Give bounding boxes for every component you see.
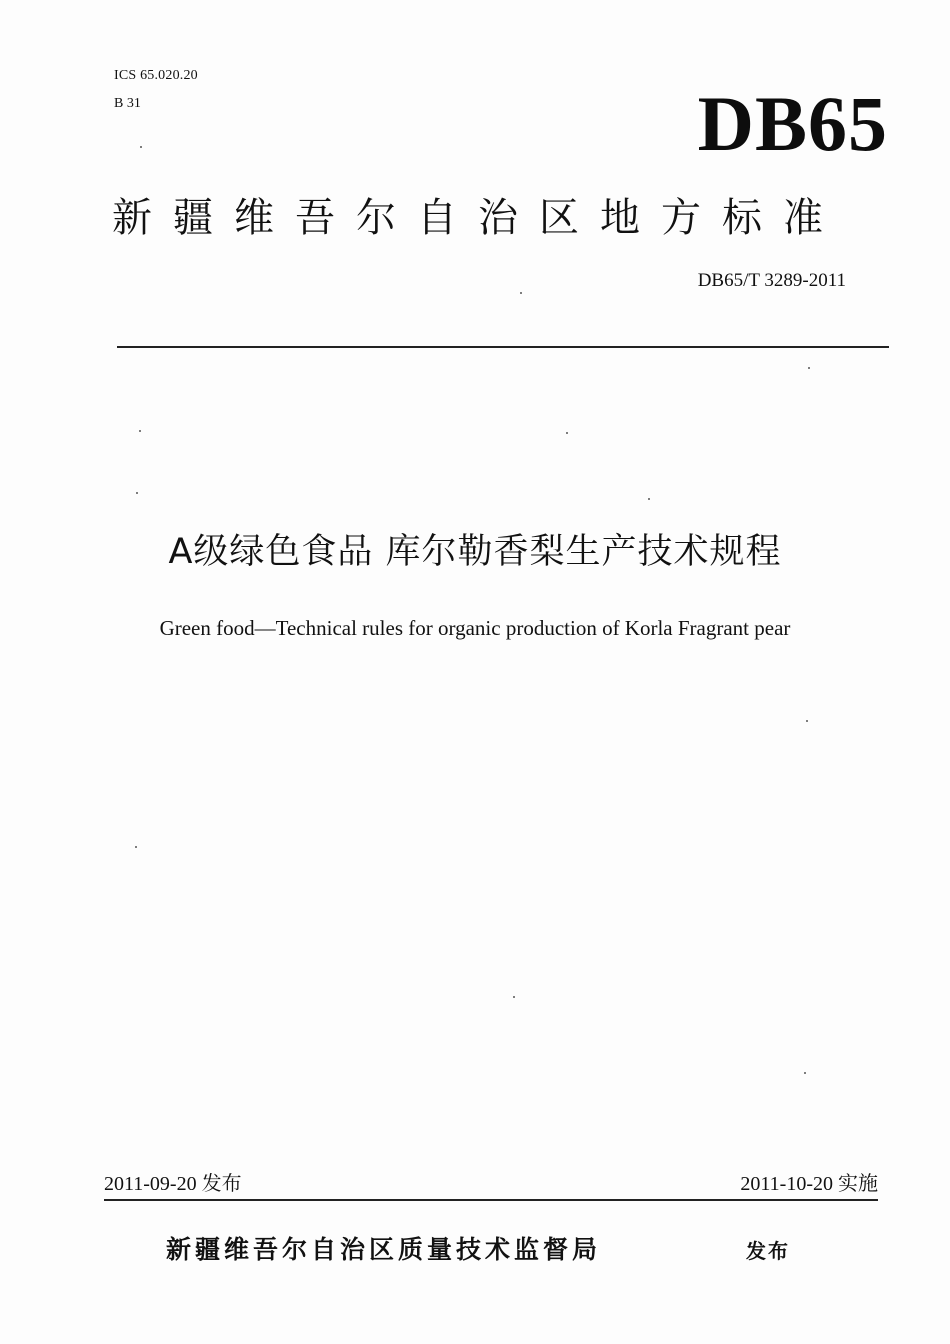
standard-type-heading: 新疆维吾尔自治区地方标准 (112, 195, 844, 241)
scan-speck (566, 432, 568, 434)
scan-speck (513, 996, 515, 998)
publisher-name: 新疆维吾尔自治区质量技术监督局 (166, 1235, 602, 1264)
scan-speck (140, 146, 142, 148)
scan-speck (136, 492, 138, 494)
scan-speck (806, 720, 808, 722)
implementation-date: 2011-10-20 实施 (740, 1173, 878, 1195)
title-english: Green food—Technical rules for organic production of Korla Fragrant pear (159, 616, 791, 640)
scan-speck (804, 1072, 806, 1074)
publisher-verb: 发布 (746, 1239, 790, 1263)
header-divider (117, 346, 889, 348)
title-chinese: A级绿色食品 库尔勒香梨生产技术规程 (168, 532, 782, 572)
ics-code: ICS 65.020.20 (114, 68, 198, 83)
scan-speck (648, 498, 650, 500)
standard-number: DB65/T 3289-2011 (697, 270, 846, 291)
scan-speck (139, 430, 141, 432)
scan-speck (135, 846, 137, 848)
footer-divider (104, 1199, 878, 1201)
scan-speck (808, 367, 810, 369)
ccs-code: B 31 (114, 96, 141, 111)
scan-speck (520, 292, 522, 294)
issue-date: 2011-09-20 发布 (104, 1173, 242, 1195)
standard-logo: DB65 (697, 80, 888, 167)
